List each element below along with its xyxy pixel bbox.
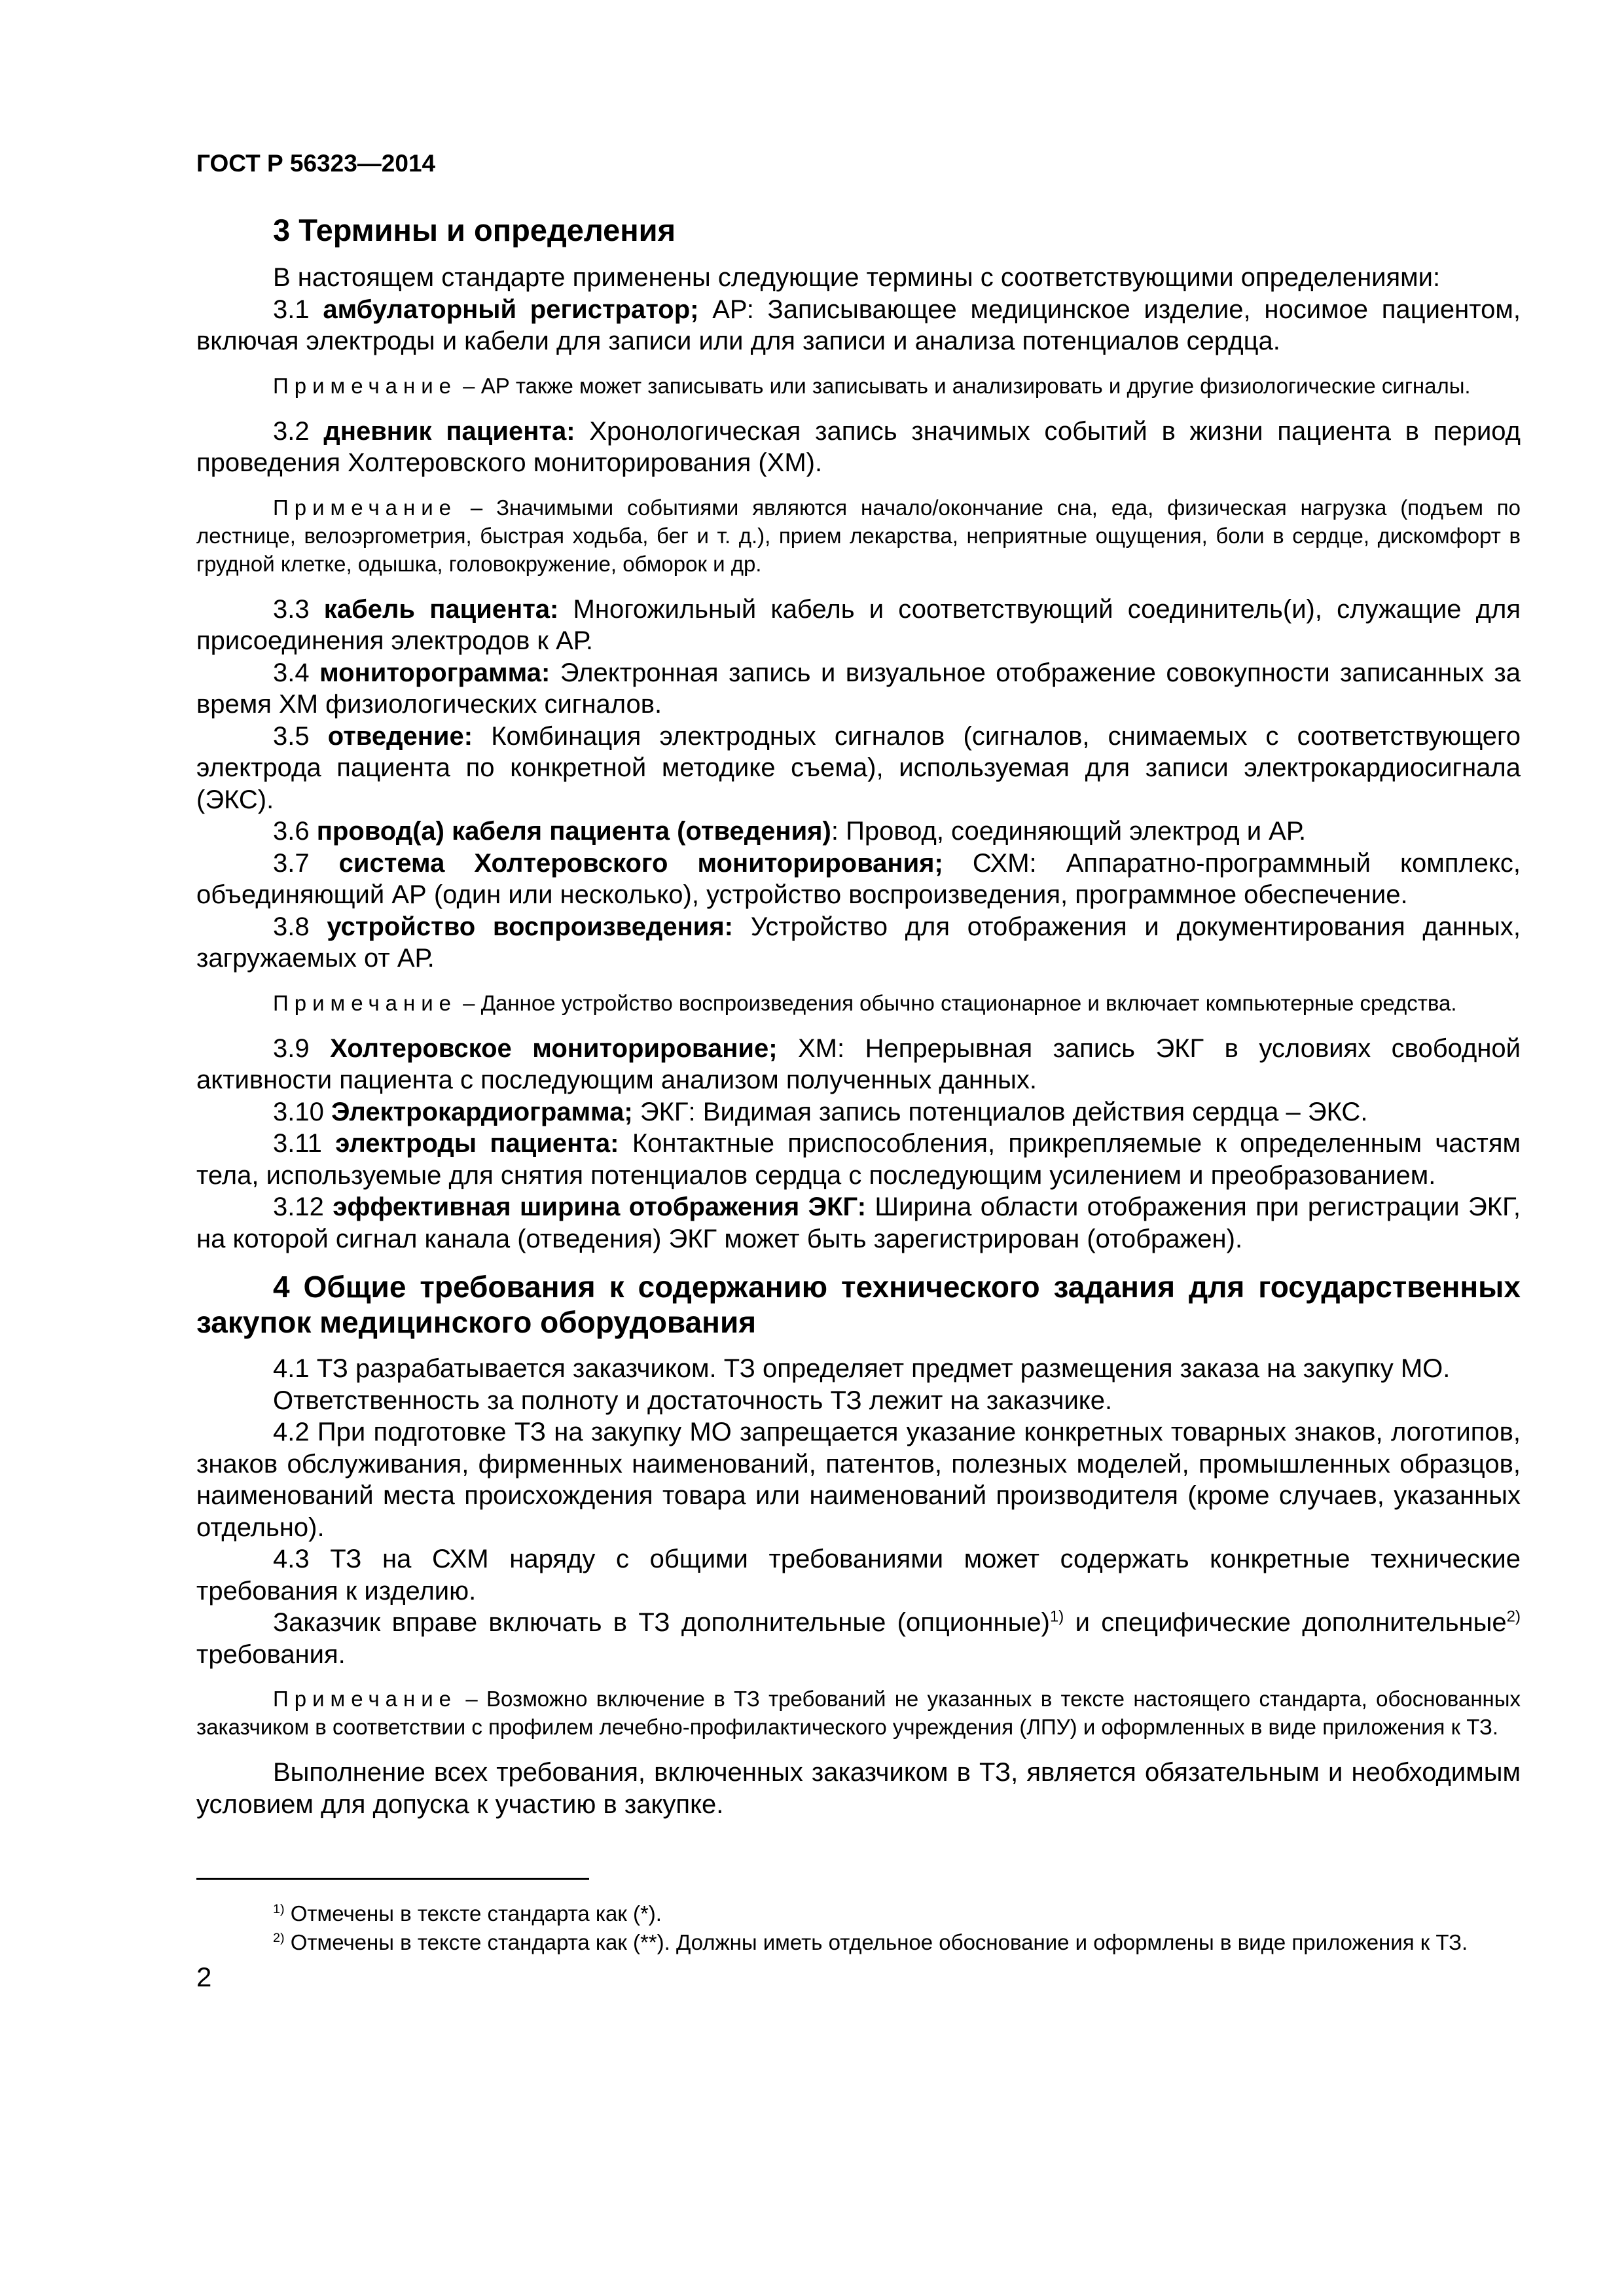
term-name: устройство воспроизведения: xyxy=(327,912,733,941)
note-text: – Значимыми событиями являются начало/окончание сна, еда, физическая нагрузка (подъем по лестнице, велоэргометрия, быстрая ходьба, бег и т. д.), прием лекарства, неприятные ощущения, боли в сердце, дискомфорт в грудной клетке, одышка, головокружение, обморок и др. xyxy=(196,495,1521,576)
term-number: 3.1 xyxy=(273,295,323,324)
term-name: Холтеровское мониторирование; xyxy=(330,1033,778,1063)
term-number: 3.4 xyxy=(273,658,320,687)
para-4-1-responsibility: Ответственность за полноту и достаточность ТЗ лежит на заказчике. xyxy=(273,1386,1113,1415)
term-number: 3.10 xyxy=(273,1097,331,1126)
term-definition: Многожильный кабель и соответствующий соединитель(и), служащие для присоединения электродов к АР. xyxy=(196,594,1521,655)
term-definition: АР: Записывающее медицинское изделие, носимое пациентом, включая электроды и кабели для записи или для записи и анализа потенциалов сердца. xyxy=(196,295,1521,355)
term-3-9 xyxy=(196,1033,1521,1096)
term-definition: Контактные приспособления, прикрепляемые к определенным частям тела, используемые для снятия потенциалов сердца с последующим усилением и преобразованием. xyxy=(196,1129,1521,1190)
note-text: – Возможно включение в ТЗ требований не указанных в тексте настоящего стандарта, обоснованных заказчиком в соответствии с профилем лечебно-профилактического учреждения (ЛПУ) и оформленных в виде приложения к ТЗ. xyxy=(196,1687,1521,1739)
page-number: 2 xyxy=(196,1962,212,1992)
text: Заказчик вправе включать в ТЗ дополнительные (опционные) xyxy=(273,1608,1050,1637)
term-3-3 xyxy=(196,594,1521,657)
term-3-11 xyxy=(196,1128,1521,1191)
term-name: эффективная ширина отображения ЭКГ: xyxy=(333,1193,867,1221)
term-name: Электрокардиограмма; xyxy=(331,1097,633,1126)
term-3-12 xyxy=(196,1191,1521,1255)
term-definition: Хронологическая запись значимых событий в жизни пациента в период проведения Холтеровского мониторирования (ХМ). xyxy=(196,416,1521,477)
term-3-2 xyxy=(196,416,1521,479)
term-3-1 xyxy=(196,294,1521,357)
term-definition: СХМ: Аппаратно-программный комплекс, объединяющий АР (один или несколько), устройство воспроизведения, программное обеспечение. xyxy=(196,848,1521,909)
term-name: дневник пациента: xyxy=(323,416,575,446)
term-definition: : Провод, соединяющий электрод и АР. xyxy=(831,817,1307,846)
note-label: Примечание xyxy=(273,373,458,398)
note-label: Примечание xyxy=(273,495,458,520)
para-4-3: 4.3 ТЗ на СХМ наряду с общими требованиями может содержать конкретные технические требования к изделию. xyxy=(196,1545,1521,1605)
term-name: мониторограмма: xyxy=(319,658,550,687)
note-label: Примечание xyxy=(273,1687,458,1711)
term-definition: Ширина области отображения при регистрации ЭКГ, на которой сигнал канала (отведения) ЭКГ может быть зарегистрирован (отображен). xyxy=(196,1193,1521,1253)
term-3-7 xyxy=(196,848,1521,911)
note-text: – АР также может записывать или записывать и анализировать и другие физиологические сигналы. xyxy=(457,373,1471,398)
footnote-mark: 1) xyxy=(273,1902,285,1916)
standard-header: ГОСТ Р 56323—2014 xyxy=(196,150,436,177)
text: требования. xyxy=(196,1640,346,1669)
term-number: 3.6 xyxy=(273,817,317,846)
term-definition: ХМ: Непрерывная запись ЭКГ в условиях свободной активности пациента с последующим анализом полученных данных. xyxy=(196,1033,1521,1094)
term-name: провод(а) кабеля пациента (отведения) xyxy=(316,817,831,846)
note-label: Примечание xyxy=(273,990,458,1015)
footnote-2 xyxy=(196,1928,1521,1957)
term-definition: Электронная запись и визуальное отображение совокупности записанных за время ХМ физиологических сигналов. xyxy=(196,658,1521,719)
term-3-8 xyxy=(196,911,1521,975)
note-3-2 xyxy=(196,493,1521,578)
term-number: 3.9 xyxy=(273,1033,331,1063)
para-4-1: 4.1 ТЗ разрабатывается заказчиком. ТЗ определяет предмет размещения заказа на закупку МО. xyxy=(273,1354,1451,1383)
term-3-10 xyxy=(196,1096,1521,1128)
term-3-4 xyxy=(196,657,1521,721)
term-number: 3.12 xyxy=(273,1193,333,1221)
term-name: система Холтеровского мониторирования; xyxy=(338,848,943,878)
note-4 xyxy=(196,1685,1521,1741)
section-4-heading: 4 Общие требования к содержанию технического задания для государственных закупок медицинского оборудования xyxy=(196,1270,1521,1339)
section-3-heading: 3 Термины и определения xyxy=(273,213,676,247)
document-page xyxy=(196,149,1521,1994)
para-4-2: 4.2 При подготовке ТЗ на закупку МО запрещается указание конкретных товарных знаков, логотипов, знаков обслуживания, фирменных наименований, патентов, полезных моделей, промышленных образцов, наименований места происхождения товара или наименований производителя (кроме случаев, указанных отдельно). xyxy=(196,1418,1521,1542)
para-customer-options xyxy=(196,1607,1521,1670)
para-mandatory: Выполнение всех требования, включенных заказчиком в ТЗ, является обязательным и необходимым условием для допуска к участию в закупке. xyxy=(196,1758,1521,1819)
term-3-5 xyxy=(196,721,1521,816)
footnote-text: Отмечены в тексте стандарта как (**). Должны иметь отдельное обоснование и оформлены в виде приложения к ТЗ. xyxy=(284,1930,1468,1954)
term-name: кабель пациента: xyxy=(323,594,559,624)
footnote-ref-2: 2) xyxy=(1506,1607,1521,1626)
footnote-divider xyxy=(196,1878,589,1880)
term-number: 3.11 xyxy=(273,1129,336,1158)
term-definition: Комбинация электродных сигналов (сигналов, снимаемых с соответствующего электрода пациента по конкретной методике съема), используемая для записи электрокардиосигнала (ЭКС). xyxy=(196,721,1521,814)
footnote-ref-1: 1) xyxy=(1049,1607,1064,1626)
footnote-mark: 2) xyxy=(273,1931,285,1945)
term-number: 3.5 xyxy=(273,721,328,751)
text: и специфические дополнительные xyxy=(1064,1608,1507,1637)
footnote-1 xyxy=(196,1899,1521,1928)
term-number: 3.2 xyxy=(273,416,324,446)
term-name: отведение: xyxy=(327,721,473,751)
term-definition: Устройство для отображения и документирования данных, загружаемых от АР. xyxy=(196,912,1521,973)
term-definition: ЭКГ: Видимая запись потенциалов действия сердца – ЭКС. xyxy=(632,1097,1368,1126)
term-3-6 xyxy=(196,816,1521,848)
term-name: амбулаторный регистратор; xyxy=(323,295,699,324)
note-text: – Данное устройство воспроизведения обычно стационарное и включает компьютерные средства. xyxy=(457,990,1457,1015)
term-number: 3.8 xyxy=(273,912,327,941)
term-number: 3.7 xyxy=(273,848,339,878)
note-3-8 xyxy=(196,989,1521,1017)
term-name: электроды пациента: xyxy=(335,1129,619,1158)
section-3-intro: В настоящем стандарте применены следующие термины с соответствующими определениями: xyxy=(273,263,1441,292)
term-number: 3.3 xyxy=(273,594,324,624)
footnote-text: Отмечены в тексте стандарта как (*). xyxy=(284,1901,662,1926)
note-3-1 xyxy=(196,372,1521,400)
